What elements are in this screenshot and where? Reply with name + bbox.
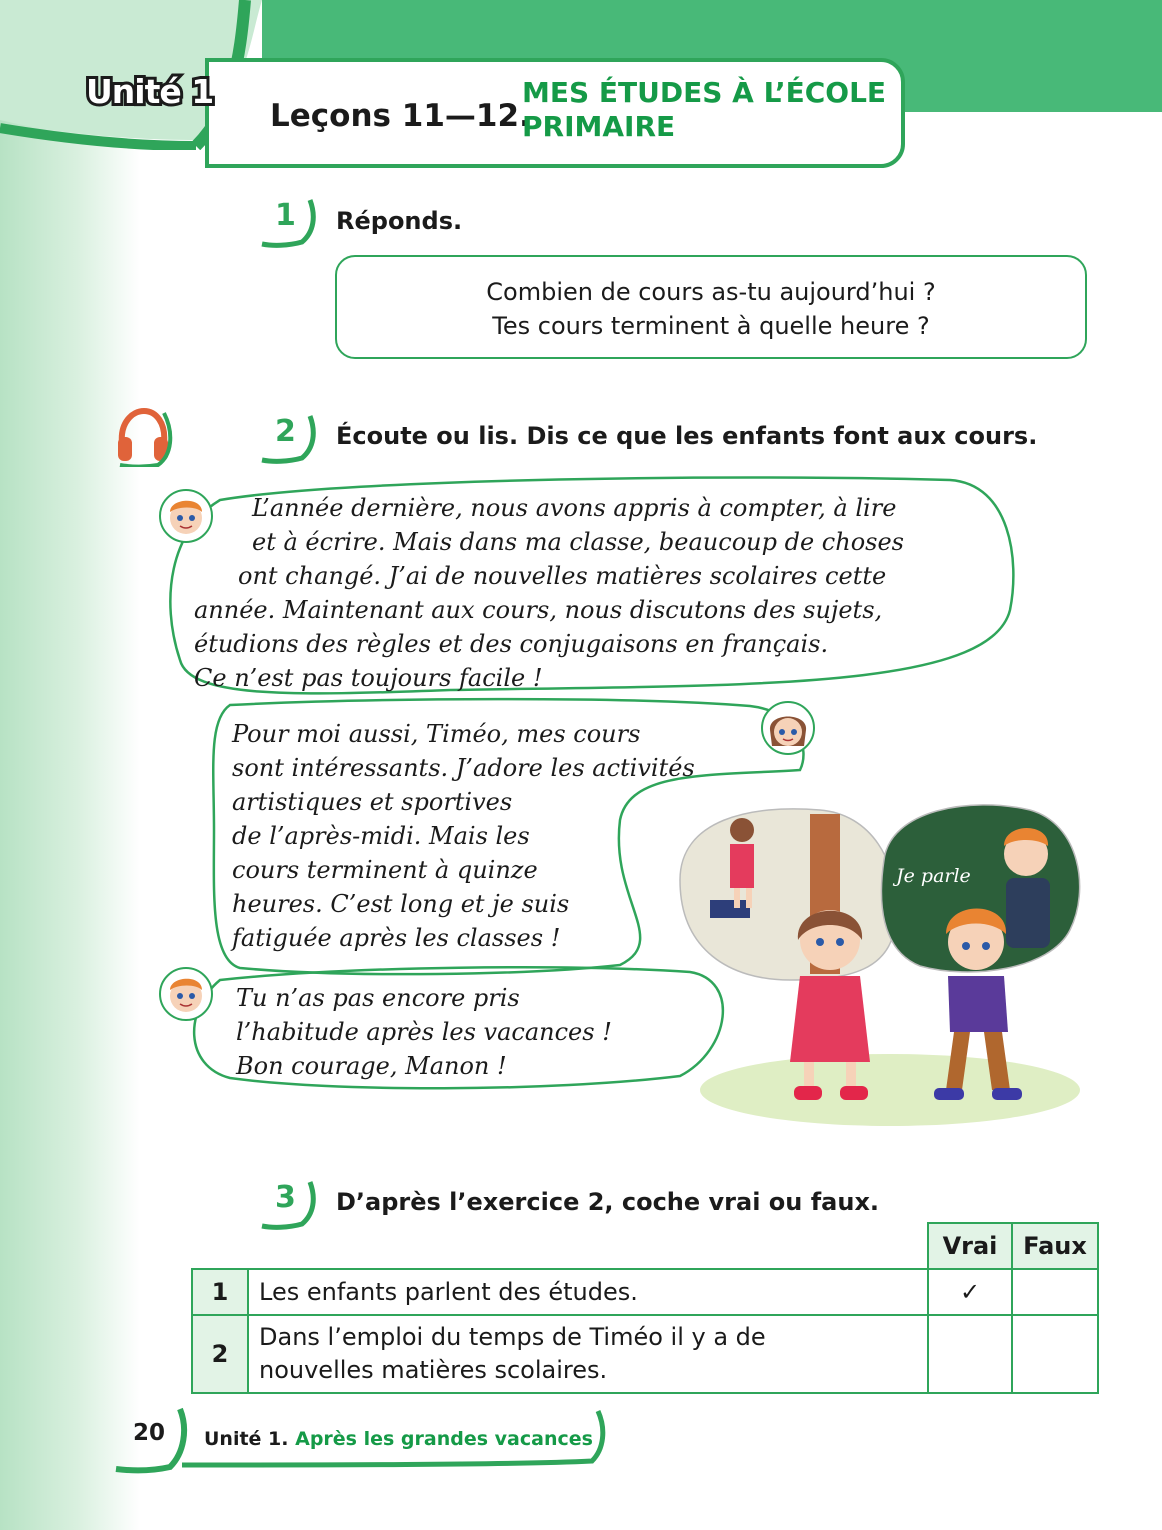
row-number: 2 <box>192 1315 248 1393</box>
bubble-1-line-4: année. Maintenant aux cours, nous discutons des sujets, <box>194 596 883 624</box>
left-decor-band <box>0 0 140 1530</box>
bubble-2-line-6: heures. C’est long et je suis <box>232 890 570 918</box>
bubble-3-line-1: Tu n’as pas encore pris <box>236 984 520 1012</box>
lesson-number: Leçons 11—12. <box>270 98 531 134</box>
exercise-1-bracket-icon <box>258 196 320 248</box>
bubble-2-line-4: de l’après-midi. Mais les <box>232 822 530 850</box>
row-statement-line1: Les enfants parlent des études. <box>259 1277 638 1306</box>
row-statement <box>248 1315 928 1393</box>
footer-unit-label: Unité 1. <box>204 1428 289 1450</box>
exercise-2-instruction: Écoute ou lis. Dis ce que les enfants font aux cours. <box>336 422 1038 450</box>
timeo-avatar-icon <box>158 488 214 544</box>
exercise-2-bracket-icon <box>258 412 320 464</box>
bubble-1-line-5: étudions des règles et des conjugaisons en français. <box>194 630 829 658</box>
table-row <box>192 1269 1098 1315</box>
table-header-blank <box>192 1223 928 1269</box>
bubble-1-line-6: Ce n’est pas toujours facile ! <box>194 664 543 692</box>
question-1: Combien de cours as-tu aujourd’hui ? <box>486 278 936 306</box>
exercise-1-number: 1 <box>275 198 296 233</box>
bubble-1-line-1: L’année dernière, nous avons appris à compter, à lire <box>252 494 897 522</box>
headphones-icon <box>112 405 174 467</box>
bubble-2-line-5: cours terminent à quinze <box>232 856 538 884</box>
manon-avatar-icon <box>760 700 816 756</box>
false-checkbox[interactable] <box>1012 1269 1098 1315</box>
question-2: Tes cours terminent à quelle heure ? <box>492 312 930 340</box>
unit-badge: Unité 1 <box>86 72 214 111</box>
page-number: 20 <box>133 1420 166 1446</box>
children-illustration <box>670 800 1090 1130</box>
bubble-2-line-3: artistiques et sportives <box>232 788 513 816</box>
bubble-2-line-7: fatiguée après les classes ! <box>232 924 561 952</box>
exercise-1-instruction: Réponds. <box>336 207 463 235</box>
true-false-table <box>191 1222 1099 1394</box>
row-number: 1 <box>192 1269 248 1315</box>
bubble-1-line-3: ont changé. J’ai de nouvelles matières scolaires cette <box>238 562 887 590</box>
false-checkbox[interactable] <box>1012 1315 1098 1393</box>
row-statement-line1: Dans l’emploi du temps de Timéo il y a de <box>259 1323 766 1351</box>
bubble-2-line-1: Pour moi aussi, Timéo, mes cours <box>232 720 641 748</box>
footer-unit-title <box>204 1428 593 1450</box>
lesson-title <box>522 76 902 144</box>
footer-unit-name: Après les grandes vacances <box>295 1428 593 1450</box>
bubble-3-line-2: l’habitude après les vacances ! <box>236 1018 612 1046</box>
exercise-2-number: 2 <box>275 414 296 449</box>
bubble-1-line-2: et à écrire. Mais dans ma classe, beaucoup de choses <box>252 528 904 556</box>
questions-box <box>335 255 1087 359</box>
row-statement <box>248 1269 928 1315</box>
true-checkbox[interactable]: ✓ <box>928 1269 1012 1315</box>
bubble-2-line-2: sont intéressants. J’adore les activités <box>232 754 695 782</box>
bubble-3-line-3: Bon courage, Manon ! <box>236 1052 507 1080</box>
lesson-title-line1: MES ÉTUDES À L’ÉCOLE <box>522 76 887 109</box>
timeo-avatar-2-icon <box>158 966 214 1022</box>
col-false-header: Faux <box>1012 1223 1098 1269</box>
row-statement-line2: nouvelles matières scolaires. <box>259 1356 608 1384</box>
exercise-3-instruction: D’après l’exercice 2, coche vrai ou faux. <box>336 1188 880 1216</box>
table-row <box>192 1315 1098 1393</box>
board-text: Je parle <box>896 865 971 887</box>
true-checkbox[interactable] <box>928 1315 1012 1393</box>
col-true-header: Vrai <box>928 1223 1012 1269</box>
lesson-title-line2: PRIMAIRE <box>522 110 676 143</box>
exercise-3-number: 3 <box>275 1180 296 1215</box>
